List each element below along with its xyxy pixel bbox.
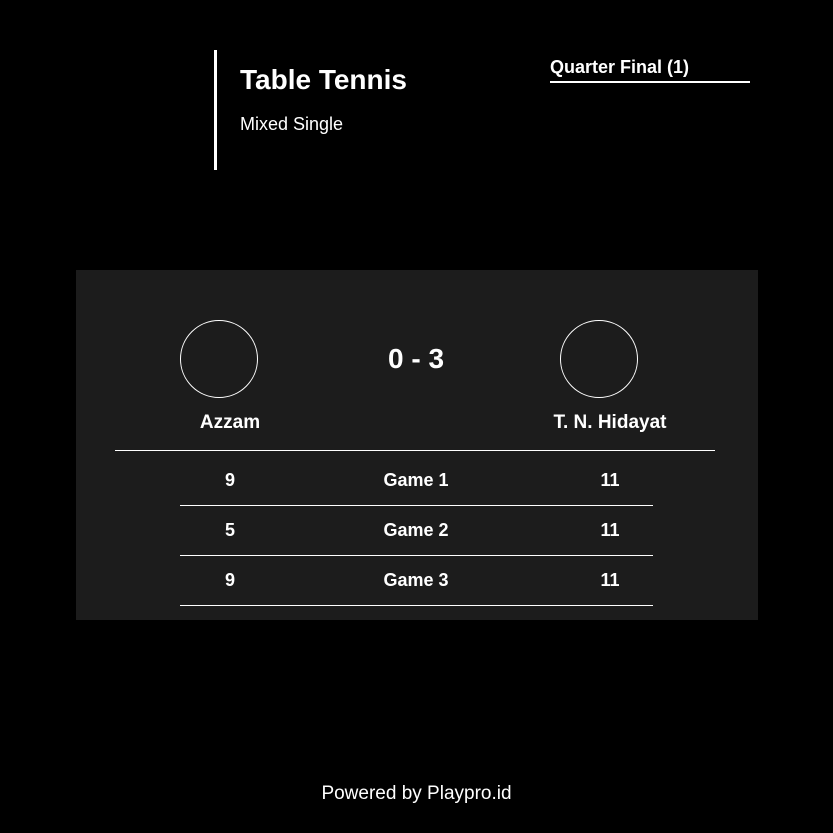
title-divider — [214, 50, 217, 170]
game-label: Game 3 — [383, 570, 449, 590]
names-divider — [115, 450, 715, 451]
game-label: Game 2 — [383, 520, 449, 540]
game-score-player-b: 11 — [600, 520, 620, 540]
sport-title: Table Tennis — [240, 64, 407, 95]
player-a-name: Azzam — [199, 412, 261, 433]
game-score-player-a: 9 — [224, 570, 235, 590]
game-scores-table — [180, 456, 653, 606]
game-label: Game 1 — [383, 470, 449, 490]
game-row — [180, 556, 653, 606]
powered-by-footer: Powered by Playpro.id — [321, 783, 512, 804]
player-a-avatar — [180, 320, 258, 398]
game-score-player-a: 5 — [224, 520, 235, 540]
score-card — [76, 270, 758, 620]
game-score-player-a: 9 — [224, 470, 235, 490]
player-b-name: T. N. Hidayat — [553, 412, 667, 433]
game-row — [180, 506, 653, 556]
event-name: Mixed Single — [240, 114, 344, 134]
match-score: 0 - 3 — [387, 343, 445, 374]
game-score-player-b: 11 — [600, 470, 620, 490]
round-label: Quarter Final (1) — [550, 56, 750, 83]
game-score-player-b: 11 — [600, 570, 620, 590]
player-b-avatar — [560, 320, 638, 398]
game-row — [180, 456, 653, 506]
